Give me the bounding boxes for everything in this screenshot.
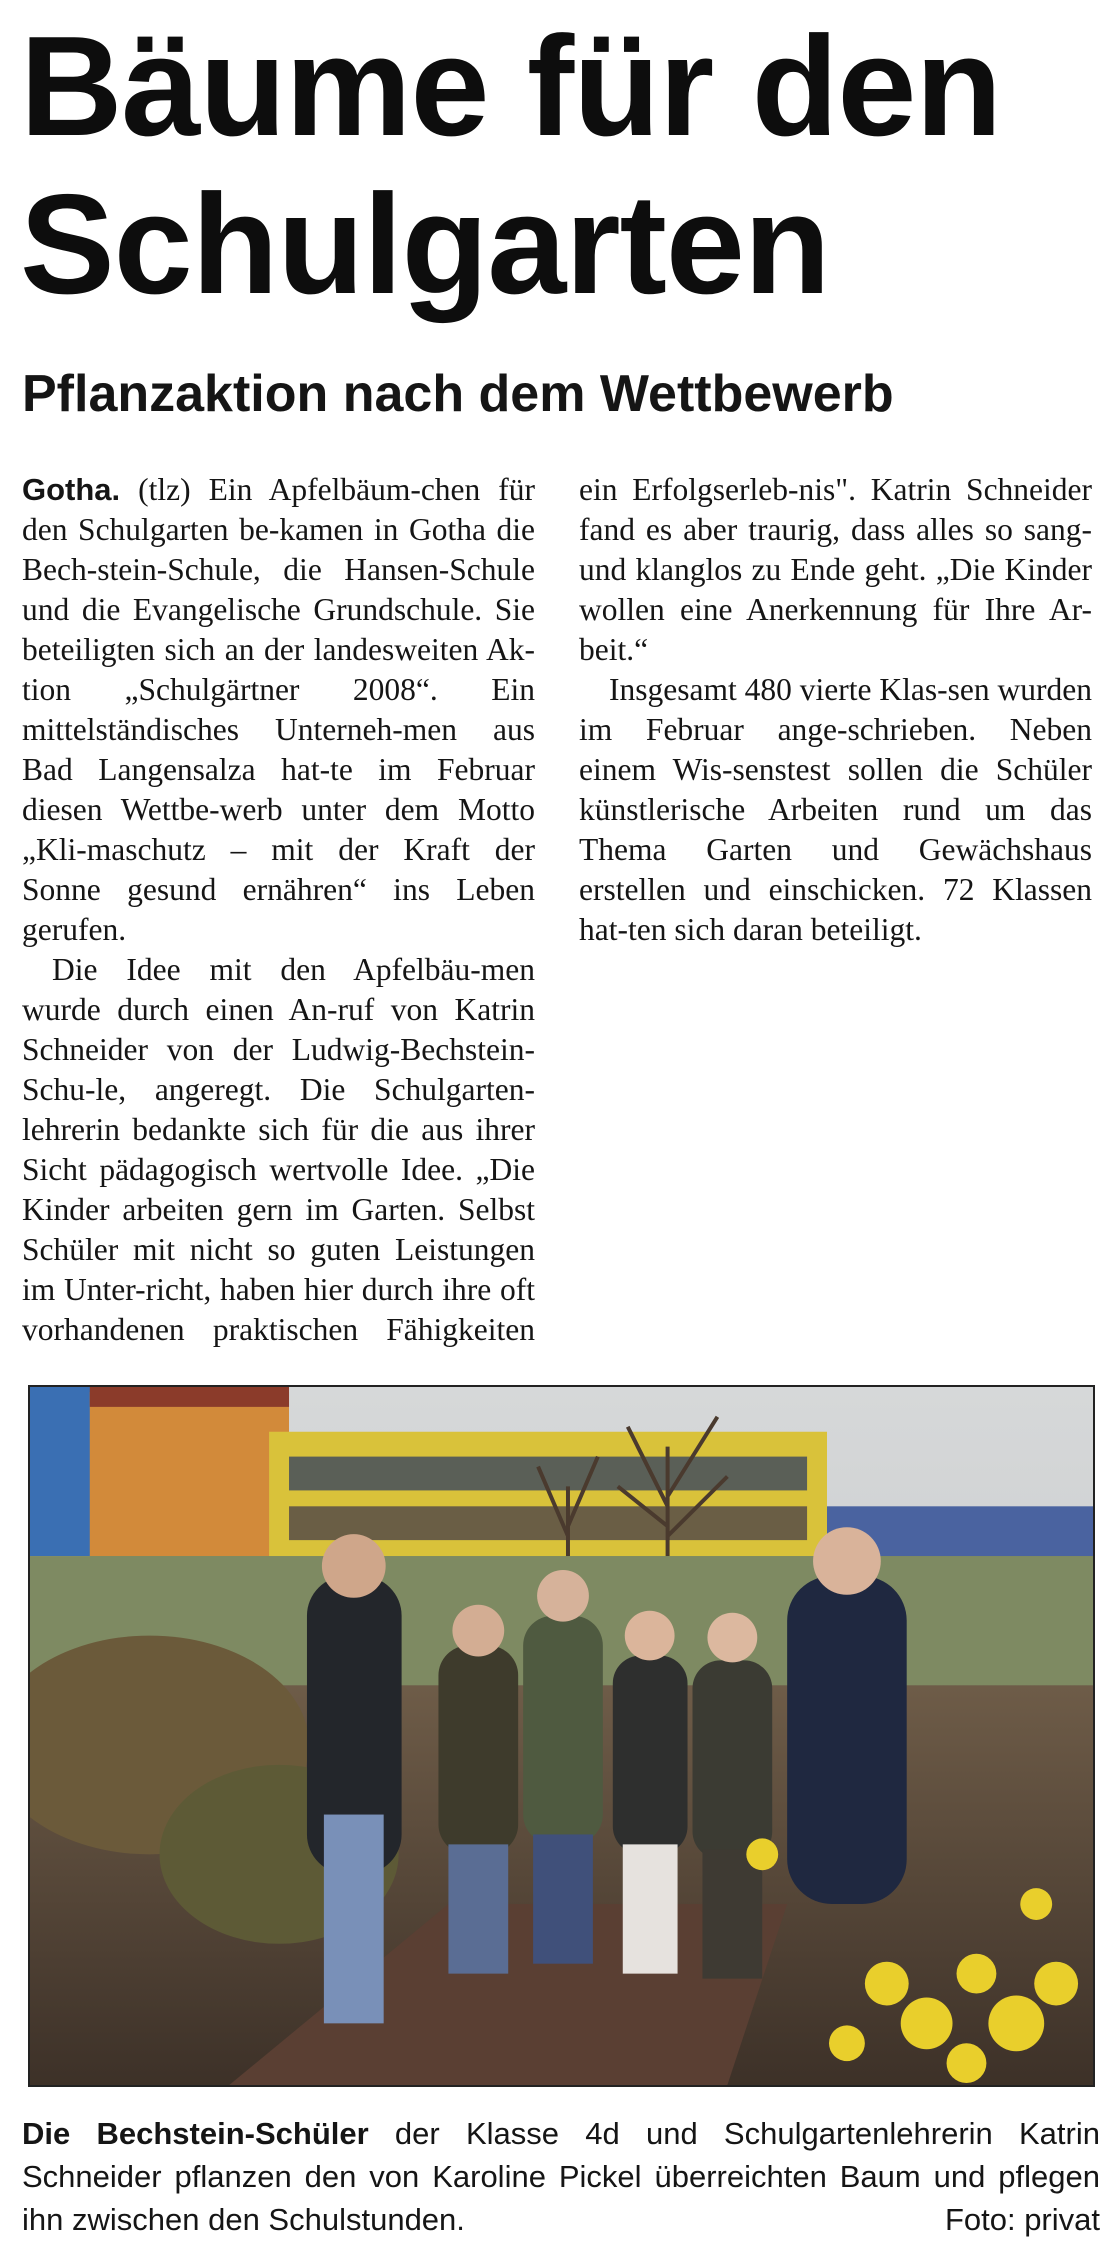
caption-text: der Klasse 4d und Schulgartenlehrerin Katrin Schneider pflanzen den von Karoline Pickel überreichten Baum und pflegen ihn zwischen den Schulstunden. <box>22 2116 1100 2237</box>
photo-caption <box>22 2112 1100 2241</box>
building-orange-block <box>90 1392 289 1561</box>
paragraph-2: Die Idee mit den Apfelbäu-men wurde durch einen An-ruf von Katrin Schneider von der Ludwig-Bechstein-Schu-le, angeregt. Die Schulgarten-lehrerin bedankte sich für die aus ihrer Sicht pädagogisch wertvolle Idee. „Die Kinder arbeiten gern im Garten. Selbst Schüler mit nicht so guten Leistungen im Unter-richt, haben hier durch ihre oft vorhandenen praktischen Fähigkeiten ein Erfolgserleb-nis". Katrin Schneider fand es aber traurig, dass alles so sang- und klanglos zu Ende geht. „Die Kinder wollen eine Anerkennung für Ihre Ar-beit.“ <box>22 472 1092 1347</box>
article-body <box>22 470 1092 1350</box>
paragraph-1-text: (tlz) Ein Apfelbäum-chen für den Schulgarten be-kamen in Gotha die Bech-stein-Schule, die Hansen-Schule und die Evangelische Grundschule. Sie beteiligten sich an der landesweiten Ak-tion „Schulgärtner 2008“. Ein mittelständisches Unterneh-men aus Bad Langensalza hat-te im Februar diesen Wettbe-werb unter dem Motto „Kli-maschutz – mit der Kraft der Sonne gesund ernähren“ ins Leben gerufen. <box>22 472 536 947</box>
paragraph-3: Insgesamt 480 vierte Klas-sen wurden im Februar ange-schrieben. Neben einem Wis-senstest sollen die Schüler künstlerische Arbeiten rund um das Thema Garten und Gewächshaus erstellen und einschicken. 72 Klassen hat-ten sich daran beteiligt. <box>579 672 1092 947</box>
building-blue-wall <box>30 1387 100 1556</box>
photo-credit: Foto: privat <box>944 2202 1100 2237</box>
paragraph-1 <box>22 470 535 950</box>
subheadline: Pflanzaktion nach dem Wettbewerb <box>22 365 894 423</box>
photo-illustration <box>30 1387 1093 2085</box>
dateline: Gotha. <box>22 472 121 507</box>
building-windows-row-2 <box>289 1506 807 1540</box>
building-roof <box>90 1387 289 1407</box>
article-photo <box>28 1385 1095 2087</box>
caption-lead: Die Bechstein-Schüler <box>22 2116 369 2151</box>
headline: Bäume für den Schulgarten <box>20 7 1002 324</box>
